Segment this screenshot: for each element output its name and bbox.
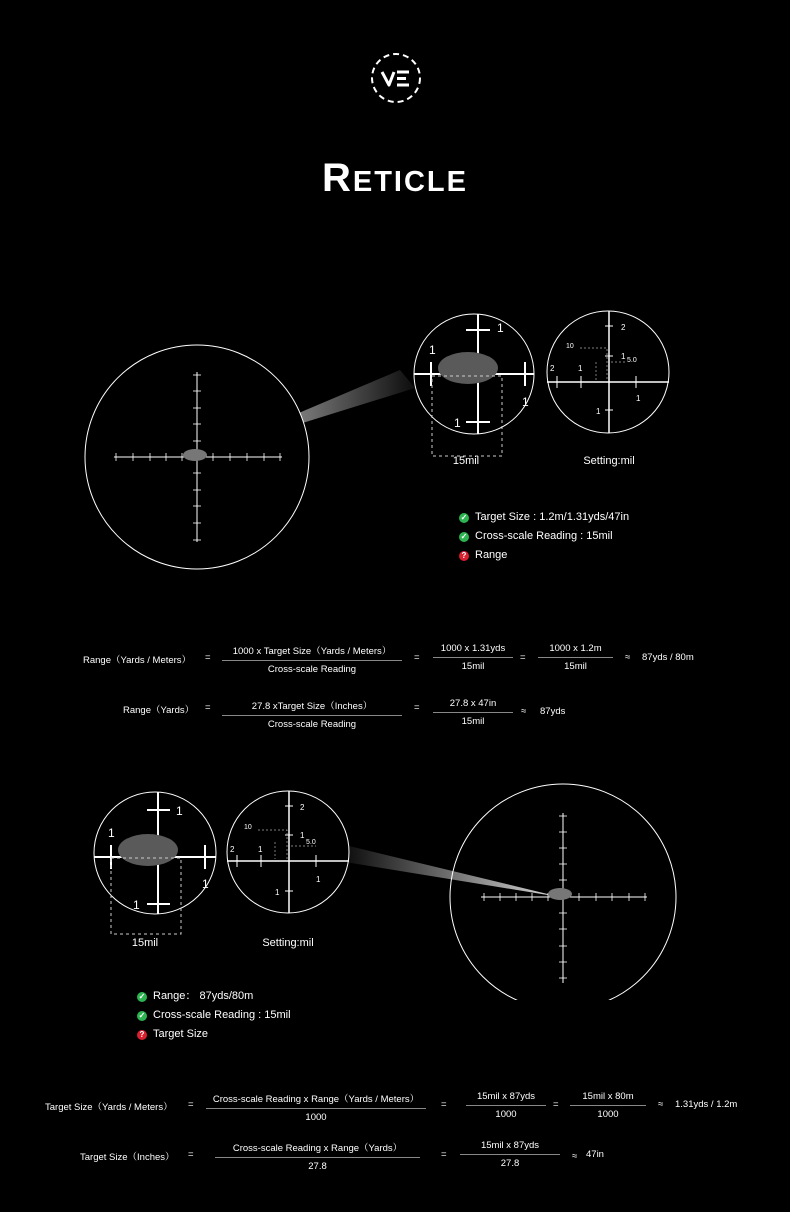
fraction: 1000 x 1.31yds 15mil bbox=[433, 643, 513, 672]
equals-sign: = bbox=[441, 1099, 447, 1110]
svg-text:5.0: 5.0 bbox=[627, 357, 637, 364]
svg-text:1: 1 bbox=[621, 352, 626, 361]
equals-sign: = bbox=[414, 652, 420, 663]
check-icon: ✓ bbox=[138, 991, 146, 1001]
formula-label: Range（Yards / Meters） bbox=[83, 655, 192, 666]
svg-text:1: 1 bbox=[258, 845, 263, 854]
formula-result: 1.31yds / 1.2m bbox=[675, 1099, 738, 1110]
question-icon: ? bbox=[137, 1030, 147, 1040]
svg-text:1: 1 bbox=[275, 888, 280, 897]
check-icon: ✓ bbox=[460, 512, 468, 522]
approx-sign: ≈ bbox=[572, 1151, 578, 1162]
svg-text:5.0: 5.0 bbox=[306, 839, 316, 846]
section1-caption-right: Setting:mil bbox=[583, 455, 635, 467]
equals-sign: = bbox=[205, 652, 211, 663]
info-item: ✓ Cross-scale Reading : 15mil bbox=[460, 530, 613, 542]
formula-result: 87yds bbox=[540, 706, 566, 717]
fraction: 27.8 x 47in 15mil bbox=[433, 698, 513, 727]
svg-text:1: 1 bbox=[522, 395, 529, 409]
zoomed-scope-view bbox=[94, 792, 216, 934]
fraction: Cross-scale Reading x Range（Yards） 27.8 bbox=[215, 1140, 420, 1172]
section2-caption-right: Setting:mil bbox=[262, 937, 314, 949]
approx-sign: ≈ bbox=[625, 652, 631, 663]
svg-text:1: 1 bbox=[497, 321, 504, 335]
svg-text:1: 1 bbox=[429, 343, 436, 357]
svg-text:10: 10 bbox=[566, 343, 574, 350]
svg-text:2: 2 bbox=[300, 803, 305, 812]
svg-text:2: 2 bbox=[550, 364, 555, 373]
fraction: 15mil x 87yds 1000 bbox=[466, 1091, 546, 1120]
setting-diagram-scope bbox=[227, 791, 349, 913]
equals-sign: = bbox=[553, 1099, 559, 1110]
formula-result: 87yds / 80m bbox=[642, 652, 694, 663]
svg-text:1: 1 bbox=[596, 407, 601, 416]
section2-reticle-graphics bbox=[0, 780, 790, 1000]
formula-result: 47in bbox=[586, 1149, 604, 1160]
equals-sign: = bbox=[520, 652, 526, 663]
formula-label: Target Size（Inches） bbox=[80, 1152, 175, 1163]
section1-info-list bbox=[459, 508, 629, 565]
large-scope-view bbox=[450, 784, 676, 1000]
svg-text:1: 1 bbox=[108, 826, 115, 840]
equals-sign: = bbox=[205, 702, 211, 713]
svg-text:2: 2 bbox=[230, 845, 235, 854]
formula-label: Target Size（Yards / Meters） bbox=[45, 1102, 173, 1113]
section1-reticle-graphics bbox=[0, 300, 790, 600]
fraction: 1000 x 1.2m 15mil bbox=[538, 643, 613, 672]
ve-brand-logo bbox=[370, 52, 422, 104]
fraction: 15mil x 87yds 27.8 bbox=[460, 1140, 560, 1169]
info-item: ✓ Target Size : 1.2m/1.31yds/47in bbox=[460, 511, 630, 523]
svg-text:1: 1 bbox=[202, 877, 209, 891]
equals-sign: = bbox=[188, 1149, 194, 1160]
approx-sign: ≈ bbox=[658, 1099, 664, 1110]
check-icon: ✓ bbox=[460, 531, 468, 541]
equals-sign: = bbox=[188, 1099, 194, 1110]
section2-caption-left: 15mil bbox=[131, 937, 159, 949]
svg-text:1: 1 bbox=[578, 364, 583, 373]
info-item: ? Range bbox=[459, 546, 629, 565]
fraction: Cross-scale Reading x Range（Yards / Meters） 1000 bbox=[206, 1091, 426, 1123]
svg-text:1: 1 bbox=[636, 394, 641, 403]
large-scope-view bbox=[85, 345, 309, 569]
formula-label: Range（Yards） bbox=[123, 705, 195, 716]
fraction: 27.8 xTarget Size（Inches） Cross-scale Reading bbox=[222, 698, 402, 730]
approx-sign: ≈ bbox=[521, 706, 527, 717]
svg-text:1: 1 bbox=[133, 898, 140, 912]
svg-text:2: 2 bbox=[621, 323, 626, 332]
section2-info-list bbox=[137, 987, 291, 1044]
info-item: ✓ Range： 87yds/80m bbox=[138, 990, 254, 1002]
svg-text:1: 1 bbox=[454, 416, 461, 430]
light-beam bbox=[345, 845, 560, 897]
setting-diagram-scope bbox=[547, 311, 669, 433]
info-item: ✓ Cross-scale Reading : 15mil bbox=[138, 1009, 291, 1021]
question-icon: ? bbox=[459, 551, 469, 561]
section1-caption-left: 15mil bbox=[452, 455, 480, 467]
svg-text:10: 10 bbox=[244, 824, 252, 831]
svg-text:1: 1 bbox=[300, 831, 305, 840]
info-item: ? Target Size bbox=[137, 1025, 291, 1044]
equals-sign: = bbox=[441, 1149, 447, 1160]
fraction: 1000 x Target Size（Yards / Meters） Cross-scale Reading bbox=[222, 643, 402, 675]
equals-sign: = bbox=[414, 702, 420, 713]
svg-text:1: 1 bbox=[176, 804, 183, 818]
fraction: 15mil x 80m 1000 bbox=[570, 1091, 646, 1120]
zoomed-scope-view bbox=[414, 314, 534, 456]
check-icon: ✓ bbox=[138, 1010, 146, 1020]
page-title: RETICLE bbox=[321, 156, 468, 200]
svg-text:1: 1 bbox=[316, 875, 321, 884]
